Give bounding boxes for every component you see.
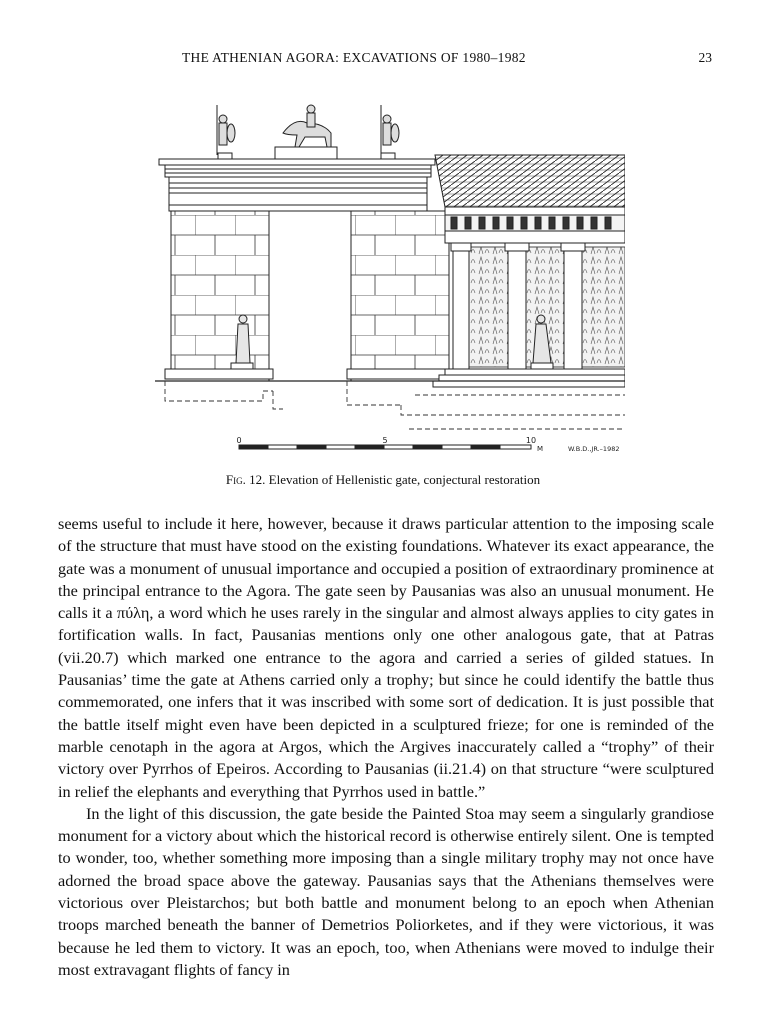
page-number: 23 — [698, 50, 712, 65]
gate-pier-left — [171, 211, 269, 369]
caption-prefix: Fig. — [225, 472, 246, 487]
gate-elevation-drawing — [155, 95, 625, 460]
scale-label-0: 0 — [236, 436, 242, 445]
drawing-credit: W.B.D.,JR.–1982 — [568, 445, 620, 453]
gate-pier-right — [351, 211, 449, 369]
caption-text: Elevation of Hellenistic gate, conjectural restoration — [268, 472, 541, 487]
figure-caption — [0, 472, 766, 488]
running-title: THE ATHENIAN AGORA: EXCAVATIONS OF 1980–1982 — [182, 50, 526, 65]
paragraph-1: seems useful to include it here, however, because it draws particular attention to the imposing scale of the structure that must have stood on the existing foundations. Whatever its exact appearance, the gate was a monument of unusual importance and occupied a position of extraordinary prominence at the principal entrance to the Agora. The gate seen by Pausanias was also an unusual monument. He calls it a πύλη, a word which he uses rarely in the singular and almost always applies to city gates in fortification walls. In fact, Pausanias mentions only one other analogous gate, that at Patras (vii.20.7) which marked one entrance to the agora and carried a series of gilded statues. In Pausanias’ time the gate at Athens carried only a trophy; but since he could identify the battle thus commemorated, one infers that it was inscribed with some sort of dedication. It is just possible that the battle itself might even have been depicted in a sculptured frieze; for one is reminded of the marble cenotaph in the agora at Argos, which the Argives inaccurately called a “trophy” of their victory over Pyrrhos of Epeiros. According to Pausanias (ii.21.4) on that structure “were sculptured in relief the elephants and everything that Pyrrhos used in battle.” — [58, 514, 714, 801]
caption-number: 12. — [249, 472, 266, 487]
stoa-roof — [435, 155, 625, 207]
foundations-dashed — [165, 381, 625, 429]
paragraph-2: In the light of this discussion, the gate beside the Painted Stoa may seem a singularly grandiose monument for a victory about which the historical record is otherwise entirely silent. One is tempted to wonder, too, whether something more imposing than a single military trophy may not once have adorned the broad space above the gateway. Pausanias says that the Athenians themselves were victorious over Pleistarchos; but both battle and monument belong to an epoch when Athenian troops marched beneath the banner of Demetrios Poliorketes, and if they were victorious, it was because he led them to victory. It was an epoch, too, when Athenians were moved to indulge their most extravagant flights of fancy in — [58, 803, 714, 979]
gate-entablature — [159, 159, 435, 211]
scale-unit: M — [537, 445, 544, 453]
stoa-entablature — [445, 207, 625, 243]
figure-gate-elevation — [155, 95, 625, 460]
warrior-statue-left — [217, 105, 235, 159]
gateway-opening — [269, 211, 351, 381]
warrior-statue-right — [381, 105, 399, 159]
scale-bar — [239, 445, 531, 449]
scale-label-10: 10 — [525, 436, 537, 445]
page-header — [60, 50, 716, 70]
scale-label-5: 5 — [382, 436, 388, 445]
body-text — [58, 513, 714, 981]
stoa-steps — [433, 369, 625, 387]
equestrian-statue — [275, 105, 337, 159]
